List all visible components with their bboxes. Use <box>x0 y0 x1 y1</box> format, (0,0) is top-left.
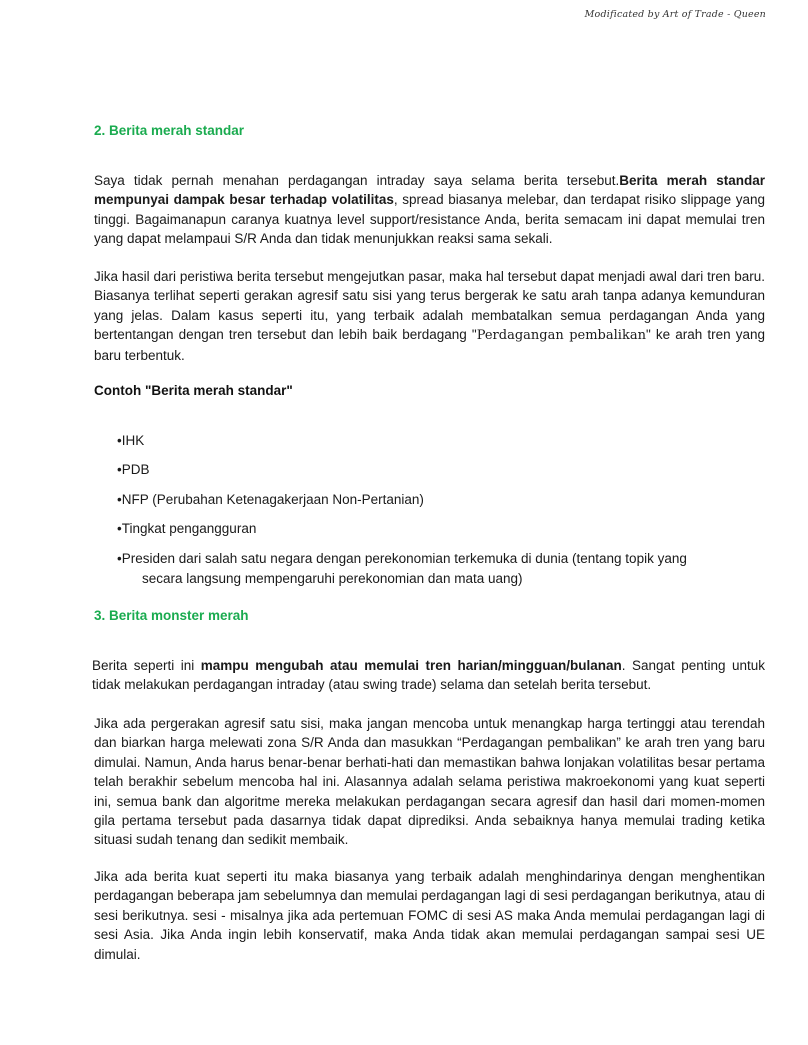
section-2-heading: 2. Berita merah standar <box>94 123 245 138</box>
examples-heading: Contoh "Berita merah standar" <box>94 383 293 398</box>
list-item <box>117 460 765 480</box>
text-span: " ke arah tren yang baru terbentuk. <box>94 327 765 363</box>
text-span: . Sangat penting untuk tidak melakukan perdagangan intraday (atau swing trade) selama dan setelah berita tersebut. <box>92 658 766 693</box>
list-item-text: •Tingkat pengangguran <box>117 521 257 536</box>
text-span: Berita seperti ini <box>92 658 201 673</box>
bold-text: Berita merah standar mempunyai dampak besar terhadap volatilitas <box>94 173 765 208</box>
list-item <box>117 549 765 588</box>
page-header-note: Modificated by Art of Trade - Queen <box>584 9 766 20</box>
list-item <box>117 519 765 539</box>
list-item <box>117 490 765 510</box>
text-span: , spread biasanya melebar, dan terdapat risiko slippage yang tinggi. Bagaimanapun caranya kuatnya level support/resistance Anda, berita semacam ini dapat memulai tren yang dapat melampaui S/R Anda dan tidak menunjukkan reaksi sama sekali. <box>94 192 765 247</box>
section-2-paragraph-1 <box>94 171 765 249</box>
section-3-paragraph-3: Jika ada berita kuat seperti itu maka biasanya yang terbaik adalah menghindarinya dengan menghentikan perdagangan beberapa jam sebelumnya dan memulai perdagangan lagi di sesi perdagangan berikutnya, atau di sesi berikutnya. sesi - misalnya jika ada pertemuan FOMC di sesi AS maka Anda memulai perdagangan lagi di sesi Asia. Jika Anda ingin lebih konservatif, maka Anda tidak akan memulai perdagangan sampai sesi UE dimulai. <box>94 869 765 962</box>
list-item-text: •IHK <box>117 433 145 448</box>
section-2-paragraph-2 <box>94 267 765 365</box>
list-item-text: •PDB <box>117 462 150 477</box>
text-span: Saya tidak pernah menahan perdagangan intraday saya selama berita tersebut. <box>94 173 620 188</box>
list-item-text: •NFP (Perubahan Ketenagakerjaan Non-Pertanian) <box>117 492 424 507</box>
section-3-paragraph-2: Jika ada pergerakan agresif satu sisi, maka jangan mencoba untuk menangkap harga tertinggi atau terendah dan biarkan harga melewati zona S/R Anda dan masukkan “Perdagangan pembalikan” ke arah tren yang baru dimulai. Namun, Anda harus benar-benar berhati-hati dan memastikan bahwa lonjakan volatilitas besar pertama telah berakhir sebelum mencoba hal ini. Alasannya adalah selama peristiwa makroekonomi yang kuat seperti ini, semua bank dan algoritme mereka melakukan perdagangan secara agresif dan hasil dari momen-momen gila pertama tersebut pada dasarnya tidak dapat diprediksi. Anda sebaiknya hanya memulai trading ketika situasi sudah tenang dan sedikit membaik. <box>94 716 765 848</box>
list-item <box>117 431 765 451</box>
serif-text: Perdagangan pembalikan <box>476 328 646 344</box>
section-3-paragraph-1 <box>92 656 765 695</box>
text-span: Jika hasil dari peristiwa berita tersebut mengejutkan pasar, maka hal tersebut dapat menjadi awal dari tren baru. Biasanya terlihat seperti gerakan agresif satu sisi yang terus bergerak ke satu arah tanpa adanya kemunduran yang jelas. Dalam kasus seperti itu, yang terbaik adalah membatalkan semua perdagangan Anda yang bertentangan dengan tren tersebut dan lebih baik berdagang " <box>94 269 765 343</box>
section-3-heading: 3. Berita monster merah <box>94 608 249 623</box>
list-item-continuation: secara langsung mempengaruhi perekonomian dan mata uang) <box>142 570 523 586</box>
bold-text: mampu mengubah atau memulai tren harian/mingguan/bulanan <box>200 658 622 673</box>
list-item-text: •Presiden dari salah satu negara dengan perekonomian terkemuka di dunia (tentang topik yang <box>117 551 687 566</box>
